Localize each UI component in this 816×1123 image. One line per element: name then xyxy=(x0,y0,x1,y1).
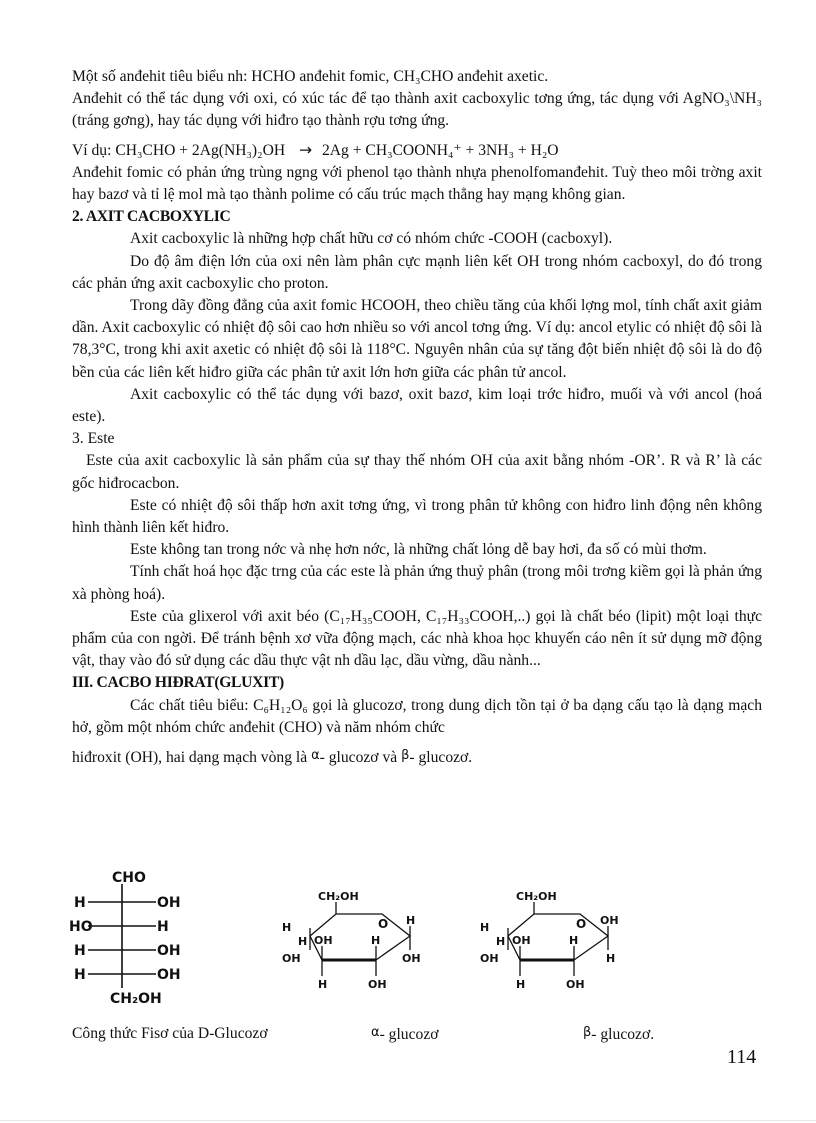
paragraph-formaldehyde: Anđehit fomic có phản ứng trùng ngng với phenol tạo thành nhựa phenolfomanđehit. Tuỳ theo môi trờng axit hay bazơ và tỉ lệ mol mà tạo thành polime có cấu trúc mạch thẳng hay mạng không gian. xyxy=(72,163,762,204)
caption-alpha xyxy=(371,1025,438,1044)
page-bottom-edge xyxy=(0,1120,816,1121)
beta-glucose-ring xyxy=(480,890,619,991)
alpha-oh-c2-label: OH xyxy=(368,978,387,991)
beta-h-c5-label: H xyxy=(480,921,490,934)
paragraph-ester-definition: Este của axit cacboxylic là sản phẩm của sự thay thế nhóm OH của axit bằng nhóm -OR’. R và R’ là các gốc hiđrocacbon. xyxy=(72,452,762,492)
beta-ring-oxygen-label: O xyxy=(576,917,587,931)
paragraph-acid-reactions: Axit cacboxylic có thể tác dụng với bazơ, oxit bazơ, kim loại trớc hiđro, muối và với ancol (hoá este). xyxy=(72,385,762,426)
paragraph-acid-boiling: Trong dãy đồng đẳng của axit fomic HCOOH, theo chiều tăng của khối lợng mol, tính chất axit giảm dần. Axit cacboxylic có nhiệt độ sôi cao hơn nhiều so với ancol tơng ứng. Ví dụ: ancol etylic có nhiệt độ sôi là 78,3°C, trong khi axit axetic có nhiệt độ sôi là 118°C. Nguyên nhân của sự tăng đột biến nhiệt độ sôi là do độ bền của các liên kết hiđro giữa các phân tử axit lớn hơn giữa các phân tử ancol. xyxy=(72,297,762,381)
beta-oh-c4-label: OH xyxy=(480,952,499,965)
beta-h-c1-label: H xyxy=(606,952,616,965)
beta-symbol: β xyxy=(401,748,410,764)
body-text xyxy=(72,66,762,769)
paragraph-acid-definition: Axit cacboxylic là những hợp chất hữu cơ có nhóm chức -COOH (cacboxyl). xyxy=(130,230,613,248)
caption-beta-symbol: β xyxy=(583,1025,592,1040)
heading-carbohydrate: III. CACBO HIĐRAT(GLUXIT) xyxy=(72,674,284,692)
fischer-row4-right: OH xyxy=(157,967,181,983)
paragraph-lipid: Este của glixerol với axit béo (C₁₇H₃₅COOH, C₁₇H₃₃COOH,..) gọi là chất béo (lipit) một loại thực phẩm của con ngời. Để tránh bệnh xơ vữa động mạch, các nhà khoa học khuyến cáo nên ít sử dụng mỡ động vật, thay vào đó sử dụng các dầu thực vật nh dầu lạc, dầu vừng, dầu nành... xyxy=(72,607,762,670)
glucose-structures-figure xyxy=(70,868,750,1028)
paragraph-acid-polarity: Do độ âm điện lớn của oxi nên làm phân cực mạnh liên kết OH trong nhóm cacboxyl, do đó trong các phản ứng axit cacboxylic cho proton. xyxy=(72,252,762,292)
caption-fischer: Công thức Fisơ của D-Glucozơ xyxy=(72,1025,268,1042)
fischer-projection xyxy=(70,870,181,1007)
reaction-arrow-icon: → xyxy=(299,140,313,159)
page-number: 114 xyxy=(727,1046,757,1068)
alpha-ch2oh-label: CH₂OH xyxy=(318,890,359,903)
alpha-h-c4-label: H xyxy=(298,935,308,948)
fischer-row1-right: OH xyxy=(157,895,181,911)
alpha-oh-c3-up-label: OH xyxy=(314,934,333,947)
caption-alpha-text: - glucozơ xyxy=(379,1026,439,1043)
beta-glucose-text: - glucozơ. xyxy=(409,749,473,767)
fischer-row2-left: HO xyxy=(70,919,93,935)
beta-oh-c1-label: OH xyxy=(600,914,619,927)
beta-ch2oh-label: CH₂OH xyxy=(516,890,557,903)
paragraph-ester-solubility: Este không tan trong nớc và nhẹ hơn nớc, là những chất lỏng dễ bay hơi, đa số có mùi thơm. xyxy=(130,541,707,559)
beta-oh-c2-label: OH xyxy=(566,978,585,991)
alpha-h-c3-label: H xyxy=(318,978,328,991)
reaction-equation xyxy=(72,139,762,162)
fischer-row2-right: H xyxy=(157,919,169,935)
heading-ester: 3. Este xyxy=(72,430,115,448)
paragraph-ester-boiling: Este có nhiệt độ sôi thấp hơn axit tơng ứng, vì trong phân tử không con hiđro linh động nên không hình thành liên kết hiđro. xyxy=(72,496,762,537)
alpha-oh-c1-label: OH xyxy=(402,952,421,965)
fischer-row4-left: H xyxy=(74,967,86,983)
caption-beta xyxy=(583,1025,654,1044)
alpha-oh-c4-label: OH xyxy=(282,952,301,965)
alpha-glucose-text: - glucozơ và xyxy=(319,749,398,767)
alpha-glucose-ring xyxy=(282,890,421,991)
beta-h-c3-label: H xyxy=(516,978,526,991)
caption-alpha-symbol: α xyxy=(371,1025,380,1040)
paragraph-glucose-forms xyxy=(72,745,762,769)
beta-oh-c3-up-label: OH xyxy=(512,934,531,947)
alpha-h-c5-label: H xyxy=(282,921,292,934)
fischer-top-label: CHO xyxy=(112,870,146,886)
equation-reactants: Ví dụ: CH₃CHO + 2Ag(NH₃)₂OH xyxy=(72,141,286,159)
alpha-h-c2-up-label: H xyxy=(371,934,381,947)
beta-h-c4-label: H xyxy=(496,935,506,948)
paragraph-ester-hydrolysis: Tính chất hoá học đặc trng của các este là phản ứng thuỷ phân (trong môi trơng kiềm gọi là phản ứng xà phòng hoá). xyxy=(72,563,762,603)
fischer-bottom-label: CH₂OH xyxy=(110,991,162,1007)
fischer-row3-left: H xyxy=(74,943,86,959)
heading-carboxylic-acid: 2. AXIT CACBOXYLIC xyxy=(72,208,231,226)
fischer-row3-right: OH xyxy=(157,943,181,959)
alpha-symbol: α xyxy=(311,748,320,764)
beta-h-c2-up-label: H xyxy=(569,934,579,947)
fischer-row1-left: H xyxy=(74,895,86,911)
line-aldehydes-examples: Một số anđehit tiêu biểu nh: HCHO anđehit fomic, CH₃CHO anđehit axetic. xyxy=(72,68,549,85)
paragraph-aldehyde-reactions: Anđehit có thể tác dụng với oxi, có xúc tác để tạo thành axit cacboxylic tơng ứng, tác dụng với AgNO₃\NH₃ (tráng gơng), hay tác dụng với hiđro tạo thành rợu tơng ứng. xyxy=(72,90,762,130)
equation-products: 2Ag + CH₃COONH₄⁺ + 3NH₃ + H₂O xyxy=(321,141,559,159)
glucose-forms-text: hiđroxit (OH), hai dạng mạch vòng là xyxy=(72,749,308,767)
paragraph-glucose: Các chất tiêu biểu: C₆H₁₂O₆ gọi là glucozơ, trong dung dịch tồn tại ở ba dạng cấu tạo là dạng mạch hở, gồm một nhóm chức anđehit (CHO) và năm nhóm chức xyxy=(72,696,762,736)
alpha-ring-oxygen-label: O xyxy=(378,917,389,931)
caption-beta-text: - glucozơ. xyxy=(591,1026,655,1043)
alpha-h-c1-label: H xyxy=(406,914,416,927)
